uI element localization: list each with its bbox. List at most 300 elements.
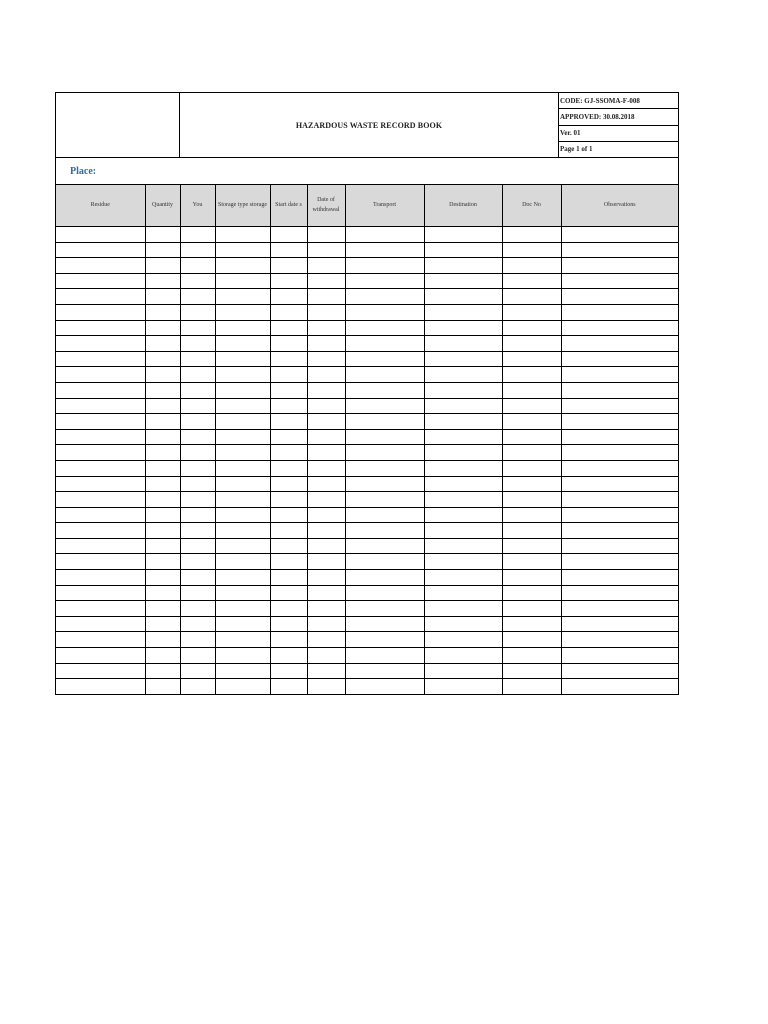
- table-cell[interactable]: [145, 648, 180, 664]
- table-cell[interactable]: [424, 398, 502, 414]
- table-cell[interactable]: [180, 320, 215, 336]
- table-cell[interactable]: [56, 320, 145, 336]
- table-cell[interactable]: [502, 679, 561, 694]
- table-cell[interactable]: [424, 227, 502, 243]
- table-cell[interactable]: [307, 585, 345, 601]
- table-cell[interactable]: [561, 616, 678, 632]
- table-cell[interactable]: [307, 538, 345, 554]
- table-cell[interactable]: [307, 227, 345, 243]
- table-cell[interactable]: [56, 429, 145, 445]
- table-cell[interactable]: [502, 460, 561, 476]
- table-cell[interactable]: [345, 492, 424, 508]
- table-cell[interactable]: [345, 382, 424, 398]
- table-cell[interactable]: [502, 367, 561, 383]
- table-cell[interactable]: [180, 382, 215, 398]
- table-cell[interactable]: [345, 227, 424, 243]
- table-cell[interactable]: [180, 570, 215, 586]
- table-cell[interactable]: [345, 523, 424, 539]
- table-cell[interactable]: [502, 663, 561, 679]
- table-cell[interactable]: [215, 304, 270, 320]
- table-cell[interactable]: [180, 398, 215, 414]
- table-cell[interactable]: [56, 227, 145, 243]
- table-cell[interactable]: [502, 304, 561, 320]
- table-cell[interactable]: [145, 476, 180, 492]
- table-cell[interactable]: [215, 492, 270, 508]
- table-cell[interactable]: [307, 663, 345, 679]
- table-cell[interactable]: [345, 336, 424, 352]
- table-cell[interactable]: [145, 538, 180, 554]
- table-cell[interactable]: [502, 382, 561, 398]
- table-cell[interactable]: [56, 538, 145, 554]
- table-cell[interactable]: [561, 351, 678, 367]
- table-cell[interactable]: [180, 227, 215, 243]
- table-cell[interactable]: [145, 570, 180, 586]
- table-cell[interactable]: [270, 663, 307, 679]
- table-cell[interactable]: [307, 445, 345, 461]
- table-cell[interactable]: [56, 507, 145, 523]
- table-cell[interactable]: [270, 523, 307, 539]
- table-cell[interactable]: [215, 320, 270, 336]
- table-cell[interactable]: [424, 538, 502, 554]
- table-cell[interactable]: [145, 414, 180, 430]
- table-cell[interactable]: [145, 585, 180, 601]
- table-cell[interactable]: [345, 460, 424, 476]
- table-cell[interactable]: [180, 648, 215, 664]
- table-cell[interactable]: [307, 273, 345, 289]
- table-cell[interactable]: [56, 523, 145, 539]
- table-cell[interactable]: [345, 351, 424, 367]
- table-cell[interactable]: [345, 538, 424, 554]
- table-cell[interactable]: [307, 492, 345, 508]
- table-cell[interactable]: [502, 523, 561, 539]
- table-cell[interactable]: [215, 616, 270, 632]
- table-cell[interactable]: [424, 570, 502, 586]
- table-cell[interactable]: [424, 382, 502, 398]
- table-cell[interactable]: [215, 460, 270, 476]
- table-cell[interactable]: [561, 601, 678, 617]
- table-cell[interactable]: [307, 554, 345, 570]
- table-cell[interactable]: [345, 414, 424, 430]
- table-cell[interactable]: [270, 336, 307, 352]
- table-cell[interactable]: [56, 273, 145, 289]
- table-cell[interactable]: [345, 663, 424, 679]
- table-cell[interactable]: [345, 679, 424, 694]
- table-cell[interactable]: [180, 242, 215, 258]
- table-cell[interactable]: [345, 585, 424, 601]
- table-cell[interactable]: [270, 679, 307, 694]
- table-cell[interactable]: [145, 429, 180, 445]
- table-cell[interactable]: [502, 507, 561, 523]
- table-cell[interactable]: [424, 663, 502, 679]
- table-cell[interactable]: [270, 398, 307, 414]
- table-cell[interactable]: [215, 258, 270, 274]
- table-cell[interactable]: [270, 445, 307, 461]
- table-cell[interactable]: [145, 445, 180, 461]
- table-cell[interactable]: [145, 289, 180, 305]
- table-cell[interactable]: [502, 227, 561, 243]
- table-cell[interactable]: [180, 507, 215, 523]
- table-cell[interactable]: [56, 570, 145, 586]
- table-cell[interactable]: [424, 632, 502, 648]
- table-cell[interactable]: [307, 476, 345, 492]
- table-cell[interactable]: [180, 414, 215, 430]
- table-cell[interactable]: [502, 632, 561, 648]
- table-cell[interactable]: [215, 648, 270, 664]
- table-cell[interactable]: [215, 227, 270, 243]
- table-cell[interactable]: [561, 227, 678, 243]
- table-cell[interactable]: [345, 398, 424, 414]
- table-cell[interactable]: [561, 414, 678, 430]
- table-cell[interactable]: [56, 492, 145, 508]
- table-cell[interactable]: [145, 601, 180, 617]
- table-cell[interactable]: [215, 382, 270, 398]
- table-cell[interactable]: [270, 585, 307, 601]
- table-cell[interactable]: [307, 258, 345, 274]
- table-cell[interactable]: [424, 492, 502, 508]
- table-cell[interactable]: [424, 616, 502, 632]
- table-cell[interactable]: [561, 445, 678, 461]
- table-cell[interactable]: [180, 273, 215, 289]
- table-cell[interactable]: [345, 570, 424, 586]
- table-cell[interactable]: [307, 382, 345, 398]
- table-cell[interactable]: [424, 601, 502, 617]
- table-cell[interactable]: [307, 398, 345, 414]
- table-cell[interactable]: [145, 460, 180, 476]
- table-cell[interactable]: [56, 414, 145, 430]
- table-cell[interactable]: [215, 507, 270, 523]
- table-cell[interactable]: [56, 663, 145, 679]
- table-cell[interactable]: [270, 227, 307, 243]
- table-cell[interactable]: [56, 289, 145, 305]
- table-cell[interactable]: [561, 554, 678, 570]
- table-cell[interactable]: [215, 336, 270, 352]
- table-cell[interactable]: [270, 492, 307, 508]
- table-cell[interactable]: [215, 351, 270, 367]
- table-cell[interactable]: [270, 242, 307, 258]
- table-cell[interactable]: [145, 367, 180, 383]
- table-cell[interactable]: [307, 414, 345, 430]
- table-cell[interactable]: [145, 523, 180, 539]
- table-cell[interactable]: [145, 507, 180, 523]
- table-cell[interactable]: [345, 289, 424, 305]
- table-cell[interactable]: [270, 616, 307, 632]
- table-cell[interactable]: [56, 585, 145, 601]
- table-cell[interactable]: [424, 367, 502, 383]
- table-cell[interactable]: [180, 632, 215, 648]
- table-cell[interactable]: [145, 320, 180, 336]
- table-cell[interactable]: [56, 367, 145, 383]
- table-cell[interactable]: [502, 616, 561, 632]
- table-cell[interactable]: [561, 492, 678, 508]
- table-cell[interactable]: [215, 289, 270, 305]
- table-cell[interactable]: [424, 289, 502, 305]
- table-cell[interactable]: [561, 258, 678, 274]
- table-cell[interactable]: [215, 398, 270, 414]
- table-cell[interactable]: [345, 507, 424, 523]
- table-cell[interactable]: [424, 351, 502, 367]
- table-cell[interactable]: [145, 273, 180, 289]
- table-cell[interactable]: [180, 289, 215, 305]
- table-cell[interactable]: [561, 523, 678, 539]
- table-cell[interactable]: [424, 445, 502, 461]
- table-cell[interactable]: [345, 320, 424, 336]
- table-cell[interactable]: [502, 570, 561, 586]
- table-cell[interactable]: [145, 258, 180, 274]
- table-cell[interactable]: [145, 227, 180, 243]
- table-cell[interactable]: [215, 663, 270, 679]
- table-cell[interactable]: [180, 429, 215, 445]
- table-cell[interactable]: [180, 367, 215, 383]
- table-cell[interactable]: [307, 336, 345, 352]
- table-cell[interactable]: [180, 616, 215, 632]
- table-cell[interactable]: [502, 585, 561, 601]
- table-cell[interactable]: [270, 476, 307, 492]
- table-cell[interactable]: [424, 523, 502, 539]
- table-cell[interactable]: [561, 382, 678, 398]
- table-cell[interactable]: [561, 304, 678, 320]
- table-cell[interactable]: [215, 601, 270, 617]
- table-cell[interactable]: [56, 445, 145, 461]
- table-cell[interactable]: [215, 538, 270, 554]
- table-cell[interactable]: [307, 616, 345, 632]
- table-cell[interactable]: [180, 351, 215, 367]
- table-cell[interactable]: [270, 460, 307, 476]
- table-cell[interactable]: [307, 679, 345, 694]
- table-cell[interactable]: [561, 570, 678, 586]
- table-cell[interactable]: [270, 507, 307, 523]
- table-cell[interactable]: [561, 273, 678, 289]
- table-cell[interactable]: [424, 679, 502, 694]
- table-cell[interactable]: [56, 648, 145, 664]
- table-cell[interactable]: [502, 258, 561, 274]
- table-cell[interactable]: [145, 351, 180, 367]
- table-cell[interactable]: [502, 398, 561, 414]
- table-cell[interactable]: [56, 258, 145, 274]
- table-cell[interactable]: [270, 258, 307, 274]
- table-cell[interactable]: [270, 538, 307, 554]
- table-cell[interactable]: [145, 492, 180, 508]
- table-cell[interactable]: [345, 273, 424, 289]
- table-cell[interactable]: [307, 632, 345, 648]
- table-cell[interactable]: [56, 351, 145, 367]
- table-cell[interactable]: [561, 632, 678, 648]
- table-cell[interactable]: [270, 648, 307, 664]
- table-cell[interactable]: [180, 679, 215, 694]
- table-cell[interactable]: [561, 429, 678, 445]
- table-cell[interactable]: [502, 476, 561, 492]
- table-cell[interactable]: [56, 242, 145, 258]
- table-cell[interactable]: [56, 632, 145, 648]
- table-cell[interactable]: [424, 429, 502, 445]
- table-cell[interactable]: [270, 367, 307, 383]
- table-cell[interactable]: [561, 538, 678, 554]
- table-cell[interactable]: [270, 632, 307, 648]
- table-cell[interactable]: [145, 616, 180, 632]
- table-cell[interactable]: [345, 601, 424, 617]
- table-cell[interactable]: [561, 367, 678, 383]
- table-cell[interactable]: [561, 398, 678, 414]
- table-cell[interactable]: [145, 398, 180, 414]
- table-cell[interactable]: [180, 585, 215, 601]
- table-cell[interactable]: [215, 367, 270, 383]
- table-cell[interactable]: [561, 242, 678, 258]
- table-cell[interactable]: [180, 538, 215, 554]
- table-cell[interactable]: [307, 507, 345, 523]
- table-cell[interactable]: [56, 554, 145, 570]
- table-cell[interactable]: [307, 570, 345, 586]
- table-cell[interactable]: [561, 336, 678, 352]
- table-cell[interactable]: [307, 460, 345, 476]
- table-cell[interactable]: [502, 601, 561, 617]
- table-cell[interactable]: [307, 523, 345, 539]
- table-cell[interactable]: [307, 320, 345, 336]
- table-cell[interactable]: [307, 648, 345, 664]
- table-cell[interactable]: [270, 554, 307, 570]
- table-cell[interactable]: [424, 414, 502, 430]
- table-cell[interactable]: [215, 554, 270, 570]
- table-cell[interactable]: [502, 289, 561, 305]
- table-cell[interactable]: [180, 336, 215, 352]
- table-cell[interactable]: [424, 648, 502, 664]
- table-cell[interactable]: [215, 273, 270, 289]
- table-cell[interactable]: [424, 320, 502, 336]
- table-cell[interactable]: [56, 336, 145, 352]
- table-cell[interactable]: [56, 616, 145, 632]
- table-cell[interactable]: [56, 476, 145, 492]
- table-cell[interactable]: [502, 273, 561, 289]
- table-cell[interactable]: [561, 320, 678, 336]
- table-cell[interactable]: [145, 336, 180, 352]
- table-cell[interactable]: [180, 258, 215, 274]
- table-cell[interactable]: [180, 304, 215, 320]
- table-cell[interactable]: [270, 320, 307, 336]
- table-cell[interactable]: [270, 382, 307, 398]
- table-cell[interactable]: [180, 663, 215, 679]
- table-cell[interactable]: [215, 523, 270, 539]
- table-cell[interactable]: [345, 429, 424, 445]
- table-cell[interactable]: [345, 445, 424, 461]
- table-cell[interactable]: [502, 242, 561, 258]
- table-cell[interactable]: [345, 367, 424, 383]
- table-cell[interactable]: [215, 679, 270, 694]
- table-cell[interactable]: [56, 398, 145, 414]
- table-cell[interactable]: [145, 554, 180, 570]
- table-cell[interactable]: [215, 445, 270, 461]
- table-cell[interactable]: [215, 632, 270, 648]
- table-cell[interactable]: [561, 585, 678, 601]
- table-cell[interactable]: [56, 382, 145, 398]
- table-cell[interactable]: [424, 554, 502, 570]
- table-cell[interactable]: [307, 242, 345, 258]
- table-cell[interactable]: [145, 663, 180, 679]
- table-cell[interactable]: [270, 429, 307, 445]
- table-cell[interactable]: [502, 538, 561, 554]
- table-cell[interactable]: [215, 585, 270, 601]
- table-cell[interactable]: [502, 351, 561, 367]
- table-cell[interactable]: [215, 429, 270, 445]
- table-cell[interactable]: [424, 507, 502, 523]
- table-cell[interactable]: [424, 258, 502, 274]
- table-cell[interactable]: [307, 304, 345, 320]
- table-cell[interactable]: [345, 258, 424, 274]
- table-cell[interactable]: [561, 460, 678, 476]
- table-cell[interactable]: [56, 304, 145, 320]
- table-cell[interactable]: [561, 507, 678, 523]
- table-cell[interactable]: [307, 289, 345, 305]
- table-cell[interactable]: [345, 304, 424, 320]
- table-cell[interactable]: [270, 273, 307, 289]
- table-cell[interactable]: [502, 648, 561, 664]
- table-cell[interactable]: [56, 460, 145, 476]
- table-cell[interactable]: [145, 679, 180, 694]
- table-cell[interactable]: [307, 351, 345, 367]
- table-cell[interactable]: [180, 476, 215, 492]
- table-cell[interactable]: [561, 648, 678, 664]
- table-cell[interactable]: [270, 289, 307, 305]
- table-cell[interactable]: [345, 554, 424, 570]
- table-cell[interactable]: [307, 367, 345, 383]
- table-cell[interactable]: [502, 429, 561, 445]
- table-cell[interactable]: [502, 320, 561, 336]
- table-cell[interactable]: [56, 601, 145, 617]
- table-cell[interactable]: [180, 523, 215, 539]
- table-cell[interactable]: [561, 289, 678, 305]
- table-cell[interactable]: [345, 476, 424, 492]
- table-cell[interactable]: [561, 679, 678, 694]
- table-cell[interactable]: [215, 242, 270, 258]
- table-cell[interactable]: [270, 304, 307, 320]
- table-cell[interactable]: [345, 648, 424, 664]
- table-cell[interactable]: [424, 476, 502, 492]
- table-cell[interactable]: [270, 351, 307, 367]
- table-cell[interactable]: [502, 492, 561, 508]
- table-cell[interactable]: [307, 429, 345, 445]
- table-cell[interactable]: [145, 632, 180, 648]
- table-cell[interactable]: [424, 336, 502, 352]
- table-cell[interactable]: [180, 460, 215, 476]
- table-cell[interactable]: [215, 414, 270, 430]
- table-cell[interactable]: [270, 414, 307, 430]
- table-cell[interactable]: [180, 445, 215, 461]
- table-cell[interactable]: [145, 304, 180, 320]
- table-cell[interactable]: [180, 601, 215, 617]
- table-cell[interactable]: [345, 242, 424, 258]
- table-cell[interactable]: [424, 242, 502, 258]
- table-cell[interactable]: [424, 304, 502, 320]
- table-cell[interactable]: [145, 242, 180, 258]
- table-cell[interactable]: [502, 445, 561, 461]
- table-cell[interactable]: [502, 414, 561, 430]
- table-cell[interactable]: [561, 476, 678, 492]
- table-cell[interactable]: [345, 632, 424, 648]
- table-cell[interactable]: [345, 616, 424, 632]
- table-cell[interactable]: [424, 585, 502, 601]
- table-cell[interactable]: [502, 554, 561, 570]
- table-cell[interactable]: [502, 336, 561, 352]
- table-cell[interactable]: [270, 601, 307, 617]
- table-cell[interactable]: [215, 570, 270, 586]
- table-cell[interactable]: [56, 679, 145, 694]
- table-cell[interactable]: [424, 460, 502, 476]
- table-cell[interactable]: [180, 492, 215, 508]
- table-cell[interactable]: [145, 382, 180, 398]
- table-cell[interactable]: [215, 476, 270, 492]
- table-cell[interactable]: [424, 273, 502, 289]
- table-cell[interactable]: [180, 554, 215, 570]
- table-cell[interactable]: [270, 570, 307, 586]
- table-cell[interactable]: [561, 663, 678, 679]
- table-cell[interactable]: [307, 601, 345, 617]
